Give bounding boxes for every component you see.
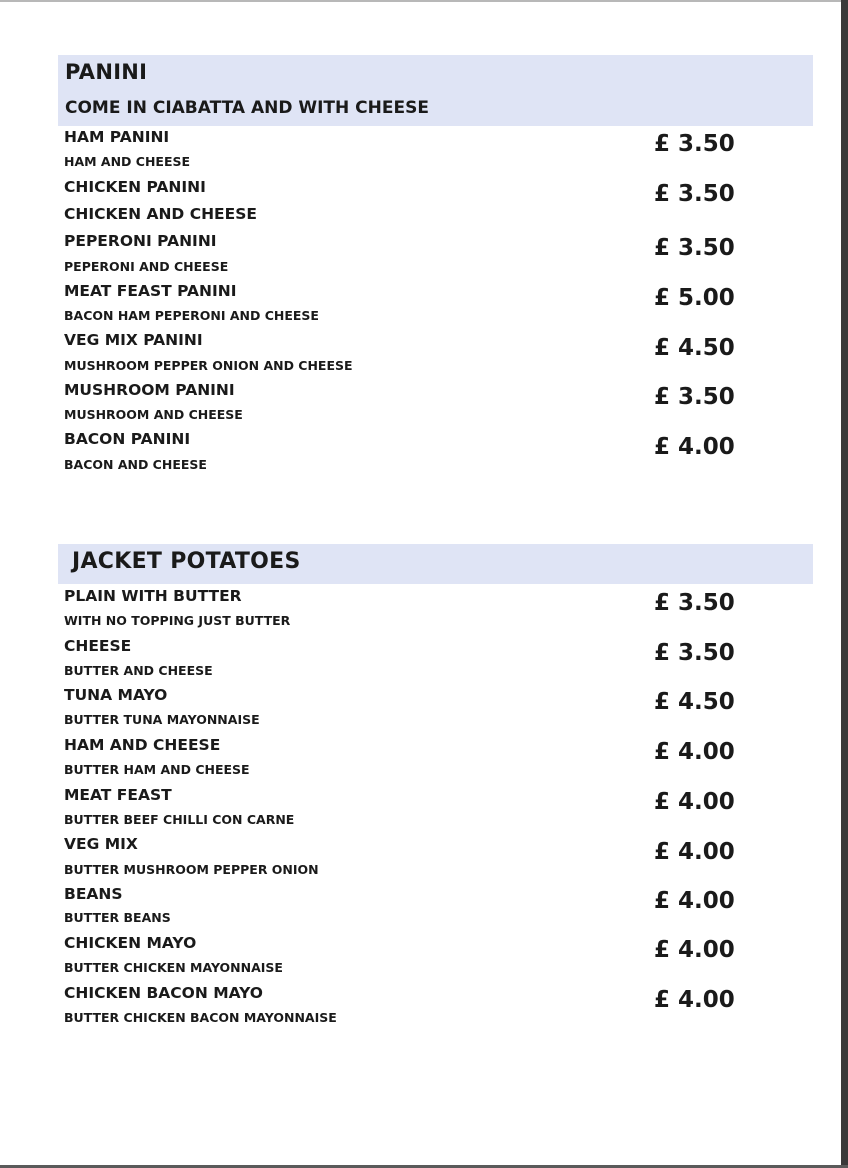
- menu-item-price: £ 3.50: [654, 384, 735, 410]
- menu-item-price: £ 4.00: [654, 987, 735, 1013]
- menu-item-name: VEG MIX: [64, 835, 138, 853]
- menu-item-desc: WITH NO TOPPING JUST BUTTER: [64, 613, 291, 628]
- menu-item-desc: BUTTER TUNA MAYONNAISE: [64, 712, 260, 727]
- menu-item-desc: BUTTER HAM AND CHEESE: [64, 762, 250, 777]
- panini-subtitle: COME IN CIABATTA AND WITH CHEESE: [65, 98, 429, 118]
- menu-item-name: HAM PANINI: [64, 128, 170, 146]
- menu-item-name: BEANS: [64, 885, 123, 903]
- menu-item-name: VEG MIX PANINI: [64, 331, 203, 349]
- menu-item-desc: MUSHROOM AND CHEESE: [64, 407, 243, 422]
- jacket-title: JACKET POTATOES: [72, 549, 301, 574]
- menu-item-desc: CHICKEN AND CHEESE: [64, 205, 257, 223]
- page-edge-top: [0, 0, 848, 2]
- menu-item-desc: BUTTER AND CHEESE: [64, 663, 213, 678]
- menu-item-desc: BUTTER CHICKEN BACON MAYONNAISE: [64, 1010, 337, 1025]
- menu-item-desc: PEPERONI AND CHEESE: [64, 259, 229, 274]
- menu-item-name: MEAT FEAST PANINI: [64, 282, 237, 300]
- menu-item-price: £ 4.00: [654, 789, 735, 815]
- menu-item-price: £ 3.50: [654, 235, 735, 261]
- panini-title: PANINI: [65, 60, 148, 84]
- menu-item-price: £ 4.00: [654, 434, 735, 460]
- page-edge-right: [841, 0, 848, 1168]
- menu-item-desc: BUTTER CHICKEN MAYONNAISE: [64, 960, 283, 975]
- menu-item-price: £ 4.00: [654, 937, 735, 963]
- menu-item-name: CHICKEN BACON MAYO: [64, 984, 263, 1002]
- menu-item-name: PLAIN WITH BUTTER: [64, 587, 242, 605]
- menu-item-name: CHEESE: [64, 637, 132, 655]
- menu-item-price: £ 4.00: [654, 888, 735, 914]
- menu-item-desc: BACON AND CHEESE: [64, 457, 207, 472]
- menu-item-name: MEAT FEAST: [64, 786, 172, 804]
- menu-item-name: PEPERONI PANINI: [64, 232, 217, 250]
- menu-item-price: £ 3.50: [654, 640, 735, 666]
- menu-item-price: £ 4.50: [654, 335, 735, 361]
- menu-item-desc: BACON HAM PEPERONI AND CHEESE: [64, 308, 319, 323]
- menu-item-name: HAM AND CHEESE: [64, 736, 221, 754]
- menu-item-price: £ 4.50: [654, 689, 735, 715]
- menu-item-price: £ 3.50: [654, 181, 735, 207]
- menu-item-name: CHICKEN MAYO: [64, 934, 197, 952]
- menu-item-price: £ 5.00: [654, 285, 735, 311]
- menu-item-desc: BUTTER BEEF CHILLI CON CARNE: [64, 812, 295, 827]
- menu-item-desc: BUTTER MUSHROOM PEPPER ONION: [64, 862, 319, 877]
- menu-item-name: CHICKEN PANINI: [64, 178, 206, 196]
- menu-item-desc: MUSHROOM PEPPER ONION AND CHEESE: [64, 358, 353, 373]
- menu-item-desc: BUTTER BEANS: [64, 910, 171, 925]
- menu-item-price: £ 4.00: [654, 839, 735, 865]
- menu-item-name: MUSHROOM PANINI: [64, 381, 235, 399]
- menu-item-desc: HAM AND CHEESE: [64, 154, 191, 169]
- menu-item-name: BACON PANINI: [64, 430, 191, 448]
- menu-item-price: £ 3.50: [654, 590, 735, 616]
- menu-item-price: £ 4.00: [654, 739, 735, 765]
- menu-item-price: £ 3.50: [654, 131, 735, 157]
- menu-item-name: TUNA MAYO: [64, 686, 168, 704]
